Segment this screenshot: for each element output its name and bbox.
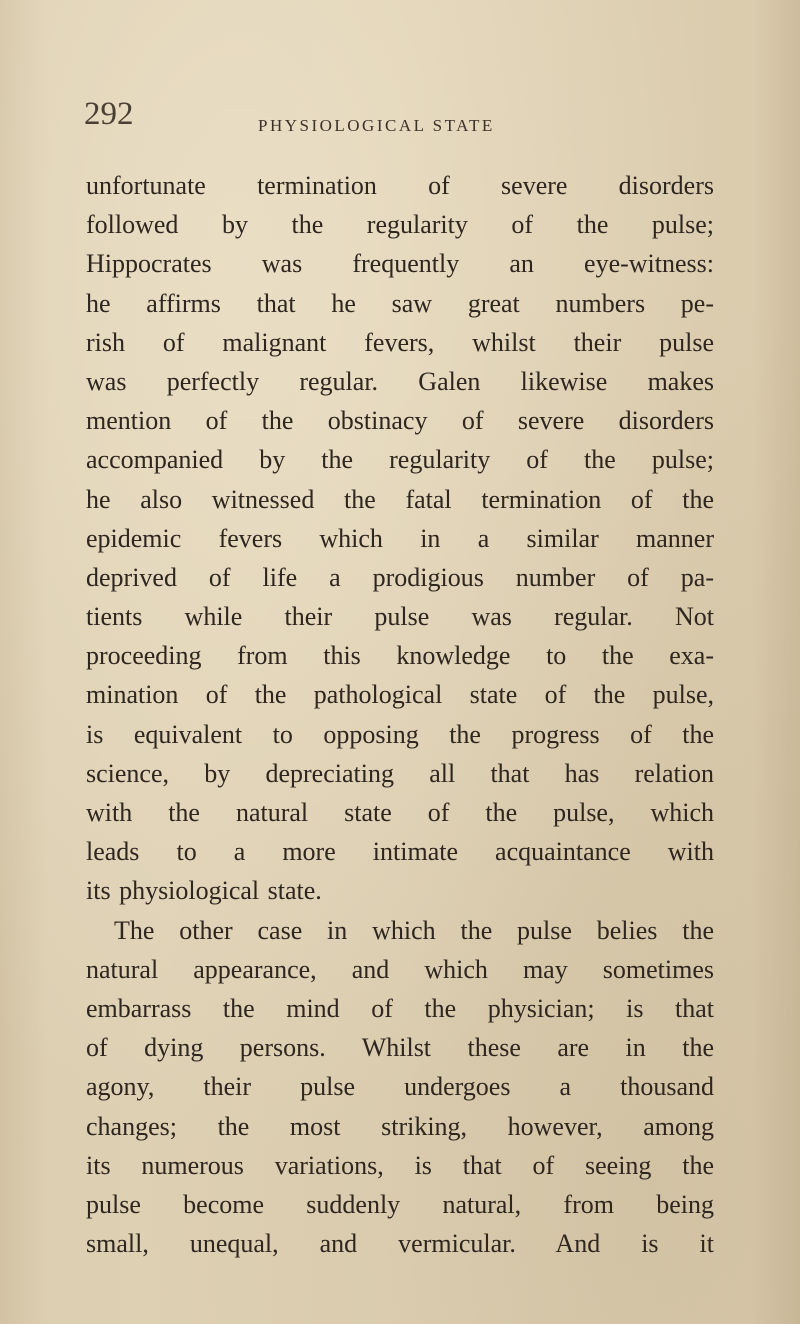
- paragraph-end-line: its physiological state.: [86, 876, 322, 906]
- text-line: its numerous variations, is that of seeing the: [86, 1150, 714, 1180]
- text-line: changes; the most striking, however, among: [86, 1111, 714, 1141]
- text-line: accompanied by the regularity of the pulse;: [86, 445, 714, 475]
- text-line: with the natural state of the pulse, which: [86, 798, 714, 827]
- text-line: tients while their pulse was regular. Not: [86, 602, 714, 632]
- text-line: agony, their pulse undergoes a thousand: [86, 1072, 714, 1102]
- text-line: deprived of life a prodigious number of pa-: [86, 562, 714, 592]
- text-line: followed by the regularity of the pulse;: [86, 210, 714, 240]
- text-line: of dying persons. Whilst these are in the: [86, 1033, 714, 1063]
- text-line: embarrass the mind of the physician; is that: [86, 993, 714, 1023]
- text-line: science, by depreciating all that has relation: [86, 758, 714, 788]
- text-line: mention of the obstinacy of severe disorders: [86, 406, 714, 436]
- text-line: unfortunate termination of severe disorders: [86, 171, 714, 200]
- page-number: 292: [84, 96, 134, 132]
- text-line: he affirms that he saw great numbers pe-: [86, 288, 714, 318]
- text-line: natural appearance, and which may sometimes: [86, 954, 714, 984]
- text-line: rish of malignant fevers, whilst their pulse: [86, 327, 714, 357]
- text-line: pulse become suddenly natural, from being: [86, 1189, 714, 1219]
- body-text: [86, 166, 714, 1263]
- text-line: he also witnessed the fatal termination of the: [86, 484, 714, 514]
- text-line: mination of the pathological state of the pulse,: [86, 680, 714, 710]
- text-line: Hippocrates was frequently an eye-witness:: [86, 249, 714, 279]
- text-line: small, unequal, and vermicular. And is it: [86, 1229, 714, 1259]
- text-line: proceeding from this knowledge to the exa-: [86, 641, 714, 671]
- text-line: leads to a more intimate acquaintance with: [86, 837, 714, 867]
- text-line: is equivalent to opposing the progress of the: [86, 719, 714, 749]
- text-line: epidemic fevers which in a similar manner: [86, 523, 714, 553]
- paragraph-start-line: The other case in which the pulse belies the: [114, 915, 714, 945]
- running-head: PHYSIOLOGICAL STATE: [258, 116, 495, 135]
- text-line: was perfectly regular. Galen likewise makes: [86, 366, 714, 396]
